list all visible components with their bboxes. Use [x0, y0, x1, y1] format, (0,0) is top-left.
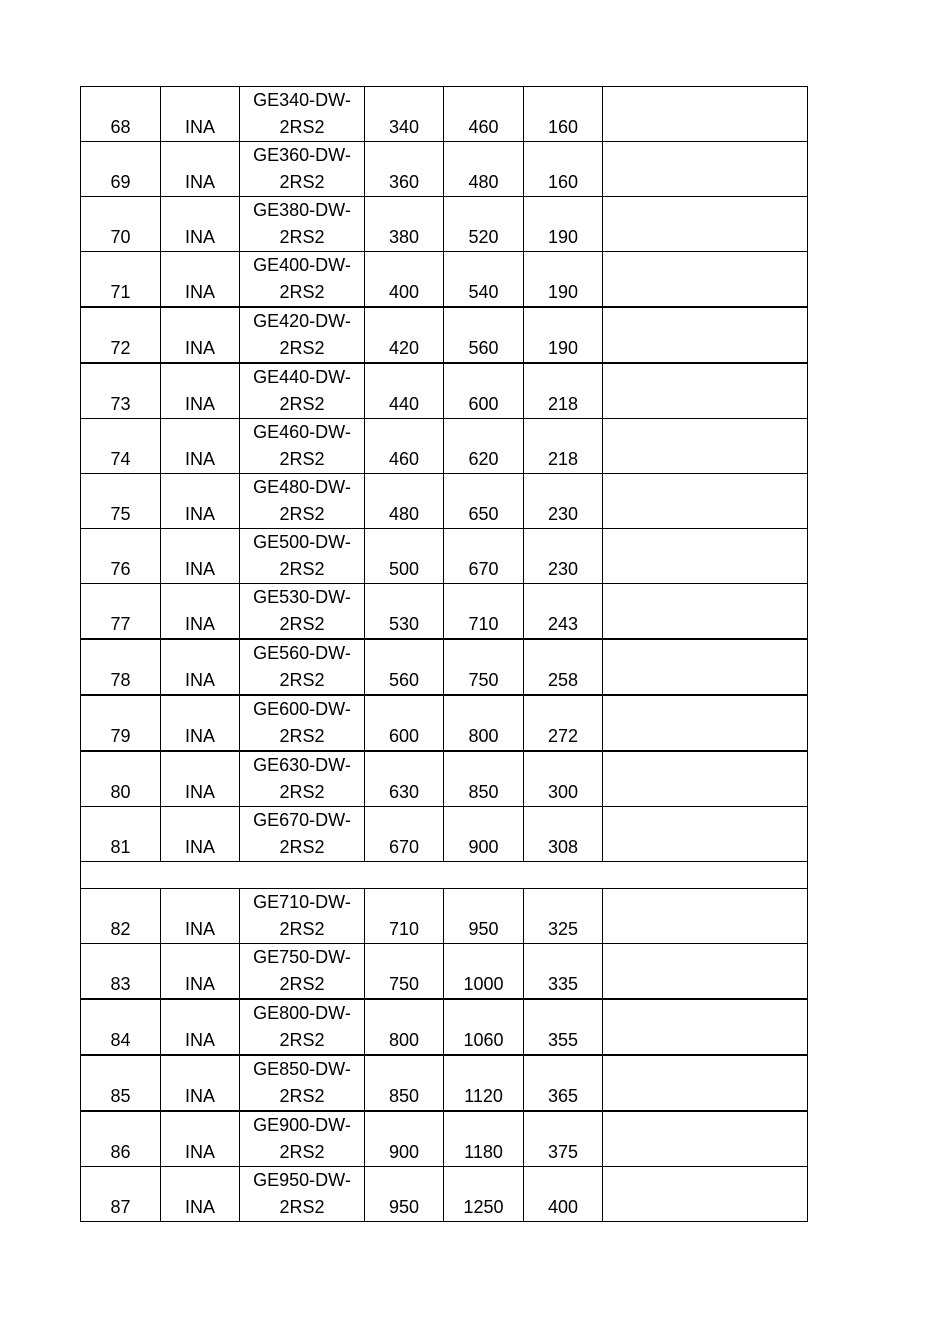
- width-cell: 160: [524, 142, 603, 197]
- width-cell: 375: [524, 1111, 603, 1167]
- model-cell: [240, 1055, 365, 1111]
- inner-diameter-cell: 530: [365, 584, 444, 640]
- model-cell: [240, 307, 365, 363]
- model-line-1: GE440-DW-: [253, 367, 351, 387]
- note-cell: [603, 889, 808, 944]
- width-cell: 300: [524, 751, 603, 807]
- width-cell: 218: [524, 363, 603, 419]
- table-row: [81, 307, 808, 363]
- outer-diameter-cell: 1060: [444, 999, 524, 1055]
- note-cell: [603, 639, 808, 695]
- inner-diameter-cell: 670: [365, 807, 444, 862]
- note-cell: [603, 944, 808, 1000]
- inner-diameter-cell: 560: [365, 639, 444, 695]
- note-cell: [603, 584, 808, 640]
- outer-diameter-cell: 1120: [444, 1055, 524, 1111]
- inner-diameter-cell: 850: [365, 1055, 444, 1111]
- model-line-1: GE360-DW-: [253, 145, 351, 165]
- model-line-1: GE480-DW-: [253, 477, 351, 497]
- outer-diameter-cell: 670: [444, 529, 524, 584]
- brand-cell: INA: [161, 751, 240, 807]
- brand-cell: INA: [161, 999, 240, 1055]
- width-cell: 325: [524, 889, 603, 944]
- model-line-1: GE500-DW-: [253, 532, 351, 552]
- note-cell: [603, 695, 808, 751]
- model-line-2: 2RS2: [279, 394, 325, 414]
- table-row: [81, 1055, 808, 1111]
- row-number-cell: 80: [81, 751, 161, 807]
- note-cell: [603, 307, 808, 363]
- row-number-cell: 83: [81, 944, 161, 1000]
- table-row: [81, 751, 808, 807]
- model-cell: [240, 363, 365, 419]
- width-cell: 190: [524, 252, 603, 308]
- inner-diameter-cell: 400: [365, 252, 444, 308]
- width-cell: 308: [524, 807, 603, 862]
- brand-cell: INA: [161, 695, 240, 751]
- brand-cell: INA: [161, 584, 240, 640]
- model-cell: [240, 142, 365, 197]
- inner-diameter-cell: 420: [365, 307, 444, 363]
- model-line-1: GE420-DW-: [253, 311, 351, 331]
- row-number-cell: 82: [81, 889, 161, 944]
- inner-diameter-cell: 340: [365, 87, 444, 142]
- outer-diameter-cell: 750: [444, 639, 524, 695]
- outer-diameter-cell: 1000: [444, 944, 524, 1000]
- table-row: [81, 1111, 808, 1167]
- model-line-1: GE710-DW-: [253, 892, 351, 912]
- model-cell: [240, 419, 365, 474]
- model-line-1: GE560-DW-: [253, 643, 351, 663]
- brand-cell: INA: [161, 1111, 240, 1167]
- model-line-2: 2RS2: [279, 1030, 325, 1050]
- width-cell: 365: [524, 1055, 603, 1111]
- model-line-2: 2RS2: [279, 449, 325, 469]
- row-number-cell: 85: [81, 1055, 161, 1111]
- note-cell: [603, 529, 808, 584]
- model-line-2: 2RS2: [279, 974, 325, 994]
- outer-diameter-cell: 950: [444, 889, 524, 944]
- brand-cell: INA: [161, 197, 240, 252]
- model-cell: [240, 807, 365, 862]
- width-cell: 400: [524, 1167, 603, 1222]
- model-line-2: 2RS2: [279, 227, 325, 247]
- outer-diameter-cell: 460: [444, 87, 524, 142]
- width-cell: 218: [524, 419, 603, 474]
- model-cell: [240, 529, 365, 584]
- inner-diameter-cell: 460: [365, 419, 444, 474]
- model-line-1: GE530-DW-: [253, 587, 351, 607]
- width-cell: 272: [524, 695, 603, 751]
- model-line-2: 2RS2: [279, 726, 325, 746]
- width-cell: 335: [524, 944, 603, 1000]
- brand-cell: INA: [161, 639, 240, 695]
- brand-cell: INA: [161, 87, 240, 142]
- outer-diameter-cell: 520: [444, 197, 524, 252]
- inner-diameter-cell: 750: [365, 944, 444, 1000]
- model-line-1: GE750-DW-: [253, 947, 351, 967]
- row-number-cell: 75: [81, 474, 161, 529]
- brand-cell: INA: [161, 474, 240, 529]
- outer-diameter-cell: 850: [444, 751, 524, 807]
- note-cell: [603, 142, 808, 197]
- model-line-2: 2RS2: [279, 172, 325, 192]
- row-number-cell: 69: [81, 142, 161, 197]
- outer-diameter-cell: 560: [444, 307, 524, 363]
- table-row: [81, 197, 808, 252]
- model-line-1: GE900-DW-: [253, 1115, 351, 1135]
- model-line-2: 2RS2: [279, 782, 325, 802]
- model-line-1: GE340-DW-: [253, 90, 351, 110]
- inner-diameter-cell: 360: [365, 142, 444, 197]
- model-cell: [240, 695, 365, 751]
- table-row: [81, 87, 808, 142]
- note-cell: [603, 1167, 808, 1222]
- model-line-2: 2RS2: [279, 117, 325, 137]
- model-cell: [240, 1111, 365, 1167]
- outer-diameter-cell: 600: [444, 363, 524, 419]
- table-row: [81, 944, 808, 1000]
- inner-diameter-cell: 630: [365, 751, 444, 807]
- outer-diameter-cell: 1250: [444, 1167, 524, 1222]
- note-cell: [603, 197, 808, 252]
- table-row: [81, 999, 808, 1055]
- note-cell: [603, 474, 808, 529]
- model-line-2: 2RS2: [279, 1086, 325, 1106]
- table-row: [81, 474, 808, 529]
- brand-cell: INA: [161, 1167, 240, 1222]
- model-cell: [240, 1167, 365, 1222]
- row-number-cell: 71: [81, 252, 161, 308]
- model-line-1: GE630-DW-: [253, 755, 351, 775]
- brand-cell: INA: [161, 807, 240, 862]
- model-line-1: GE850-DW-: [253, 1059, 351, 1079]
- model-cell: [240, 639, 365, 695]
- model-line-1: GE380-DW-: [253, 200, 351, 220]
- brand-cell: INA: [161, 529, 240, 584]
- outer-diameter-cell: 710: [444, 584, 524, 640]
- brand-cell: INA: [161, 142, 240, 197]
- model-line-1: GE950-DW-: [253, 1170, 351, 1190]
- brand-cell: INA: [161, 944, 240, 1000]
- inner-diameter-cell: 600: [365, 695, 444, 751]
- model-cell: [240, 252, 365, 308]
- brand-cell: INA: [161, 1055, 240, 1111]
- width-cell: 355: [524, 999, 603, 1055]
- note-cell: [603, 1111, 808, 1167]
- row-number-cell: 86: [81, 1111, 161, 1167]
- inner-diameter-cell: 900: [365, 1111, 444, 1167]
- row-number-cell: 68: [81, 87, 161, 142]
- inner-diameter-cell: 710: [365, 889, 444, 944]
- row-number-cell: 81: [81, 807, 161, 862]
- outer-diameter-cell: 650: [444, 474, 524, 529]
- inner-diameter-cell: 800: [365, 999, 444, 1055]
- note-cell: [603, 999, 808, 1055]
- note-cell: [603, 87, 808, 142]
- note-cell: [603, 363, 808, 419]
- row-number-cell: 79: [81, 695, 161, 751]
- width-cell: 230: [524, 529, 603, 584]
- model-line-2: 2RS2: [279, 1142, 325, 1162]
- table-row: [81, 1167, 808, 1222]
- model-line-1: GE400-DW-: [253, 255, 351, 275]
- row-number-cell: 70: [81, 197, 161, 252]
- inner-diameter-cell: 440: [365, 363, 444, 419]
- inner-diameter-cell: 480: [365, 474, 444, 529]
- note-cell: [603, 751, 808, 807]
- model-line-2: 2RS2: [279, 282, 325, 302]
- outer-diameter-cell: 620: [444, 419, 524, 474]
- width-cell: 190: [524, 307, 603, 363]
- width-cell: 160: [524, 87, 603, 142]
- table-row: [81, 639, 808, 695]
- model-cell: [240, 474, 365, 529]
- brand-cell: INA: [161, 252, 240, 308]
- note-cell: [603, 252, 808, 308]
- bearing-table: [80, 86, 808, 1222]
- model-cell: [240, 584, 365, 640]
- row-number-cell: 84: [81, 999, 161, 1055]
- model-cell: [240, 751, 365, 807]
- row-number-cell: 72: [81, 307, 161, 363]
- width-cell: 230: [524, 474, 603, 529]
- row-number-cell: 78: [81, 639, 161, 695]
- model-line-1: GE600-DW-: [253, 699, 351, 719]
- table-row: [81, 584, 808, 640]
- table-row: [81, 419, 808, 474]
- note-cell: [603, 807, 808, 862]
- model-cell: [240, 197, 365, 252]
- model-line-2: 2RS2: [279, 1197, 325, 1217]
- bearing-table-body: [81, 87, 808, 1222]
- row-number-cell: 87: [81, 1167, 161, 1222]
- table-row: [81, 363, 808, 419]
- row-number-cell: 76: [81, 529, 161, 584]
- model-line-2: 2RS2: [279, 504, 325, 524]
- table-row: [81, 695, 808, 751]
- table-row: [81, 529, 808, 584]
- width-cell: 190: [524, 197, 603, 252]
- model-cell: [240, 87, 365, 142]
- table-row: [81, 889, 808, 944]
- model-cell: [240, 999, 365, 1055]
- model-line-2: 2RS2: [279, 614, 325, 634]
- model-line-2: 2RS2: [279, 338, 325, 358]
- spacer-cell: [81, 862, 808, 889]
- outer-diameter-cell: 1180: [444, 1111, 524, 1167]
- model-cell: [240, 944, 365, 1000]
- model-line-1: GE670-DW-: [253, 810, 351, 830]
- outer-diameter-cell: 900: [444, 807, 524, 862]
- inner-diameter-cell: 950: [365, 1167, 444, 1222]
- model-line-2: 2RS2: [279, 670, 325, 690]
- table-row: [81, 142, 808, 197]
- brand-cell: INA: [161, 363, 240, 419]
- outer-diameter-cell: 800: [444, 695, 524, 751]
- note-cell: [603, 1055, 808, 1111]
- model-line-1: GE800-DW-: [253, 1003, 351, 1023]
- width-cell: 243: [524, 584, 603, 640]
- model-line-2: 2RS2: [279, 837, 325, 857]
- brand-cell: INA: [161, 419, 240, 474]
- model-line-1: GE460-DW-: [253, 422, 351, 442]
- outer-diameter-cell: 480: [444, 142, 524, 197]
- width-cell: 258: [524, 639, 603, 695]
- row-number-cell: 74: [81, 419, 161, 474]
- inner-diameter-cell: 500: [365, 529, 444, 584]
- model-line-2: 2RS2: [279, 919, 325, 939]
- inner-diameter-cell: 380: [365, 197, 444, 252]
- outer-diameter-cell: 540: [444, 252, 524, 308]
- brand-cell: INA: [161, 307, 240, 363]
- row-number-cell: 77: [81, 584, 161, 640]
- note-cell: [603, 419, 808, 474]
- model-line-2: 2RS2: [279, 559, 325, 579]
- table-row: [81, 252, 808, 308]
- spacer-row: [81, 862, 808, 889]
- brand-cell: INA: [161, 889, 240, 944]
- model-cell: [240, 889, 365, 944]
- table-row: [81, 807, 808, 862]
- row-number-cell: 73: [81, 363, 161, 419]
